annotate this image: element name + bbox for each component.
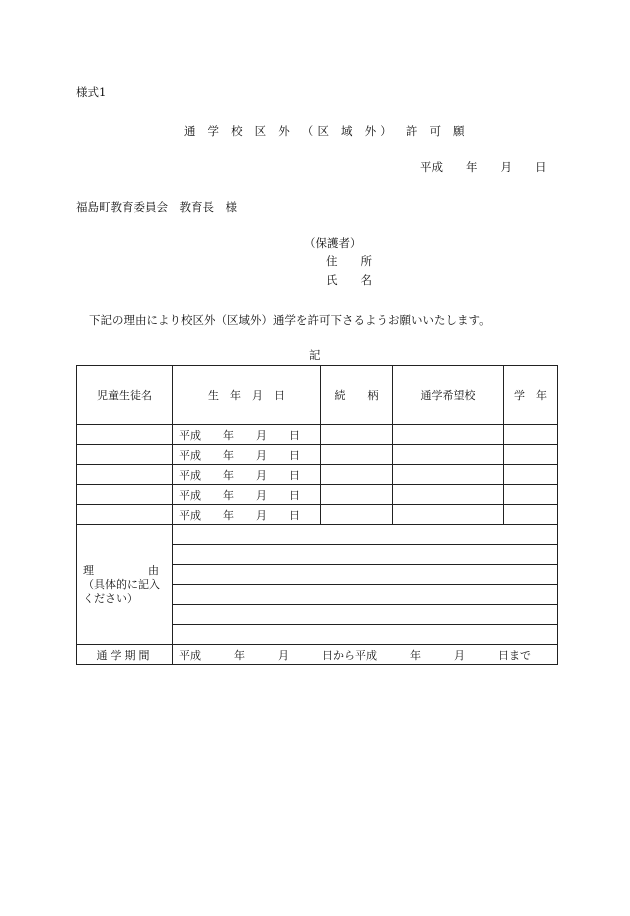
grade-cell[interactable] [504,465,558,485]
school-cell[interactable] [393,465,504,485]
guardian-address-label: 住 所 [326,254,372,268]
header-school: 通学希望校 [393,366,504,425]
birthdate-cell[interactable]: 平成 年 月 日 [173,505,321,525]
guardian-name-label: 氏 名 [326,273,372,287]
relation-cell[interactable] [321,465,393,485]
relation-cell[interactable] [321,485,393,505]
header-relation: 続 柄 [321,366,393,425]
relation-cell[interactable] [321,425,393,445]
birthdate-cell[interactable]: 平成 年 月 日 [173,485,321,505]
guardian-heading: （保護者） [304,236,362,250]
school-cell[interactable] [393,445,504,465]
birthdate-cell[interactable]: 平成 年 月 日 [173,425,321,445]
reason-line[interactable] [173,565,558,585]
table-row [77,425,558,445]
header-birthdate: 生 年 月 日 [173,366,321,425]
student-name-cell[interactable] [77,505,173,525]
grade-cell[interactable] [504,485,558,505]
reason-line[interactable] [173,605,558,625]
table-row [77,505,558,525]
student-name-cell[interactable] [77,485,173,505]
reason-note: （具体的に記入ください） [83,577,160,605]
application-table [76,365,558,665]
reason-line[interactable] [173,545,558,565]
student-name-cell[interactable] [77,425,173,445]
grade-cell[interactable] [504,505,558,525]
header-grade: 学 年 [504,366,558,425]
student-name-cell[interactable] [77,445,173,465]
birthdate-cell[interactable]: 平成 年 月 日 [173,465,321,485]
grade-cell[interactable] [504,425,558,445]
table-row [77,465,558,485]
school-cell[interactable] [393,505,504,525]
student-name-cell[interactable] [77,465,173,485]
period-value[interactable]: 平成 年 月 日から平成 年 月 日まで [173,645,558,665]
reason-label-yu: 由 [148,563,159,577]
school-cell[interactable] [393,425,504,445]
reason-line[interactable] [173,625,558,645]
reason-line[interactable] [173,585,558,605]
grade-cell[interactable] [504,445,558,465]
addressee: 福島町教育委員会 教育長 様 [76,200,237,214]
relation-cell[interactable] [321,445,393,465]
reason-line[interactable] [173,525,558,545]
reason-label [77,525,173,645]
date-line: 平成 年 月 日 [420,160,547,174]
period-label: 通学期間 [77,645,173,665]
relation-cell[interactable] [321,505,393,525]
document-title: 通 学 校 区 外 （区 域 外） 許 可 願 [184,124,469,138]
header-row [77,366,558,425]
table-row [77,445,558,465]
school-cell[interactable] [393,485,504,505]
request-text: 下記の理由により校区外（区域外）通学を許可下さるようお願いいたします。 [89,313,491,327]
period-row [77,645,558,665]
table-row [77,485,558,505]
reason-row [77,525,558,545]
ki-label: 記 [309,348,321,362]
birthdate-cell[interactable]: 平成 年 月 日 [173,445,321,465]
header-student-name: 児童生徒名 [77,366,173,425]
form-number: 様式1 [76,85,107,99]
reason-label-ri: 理 [83,563,94,577]
